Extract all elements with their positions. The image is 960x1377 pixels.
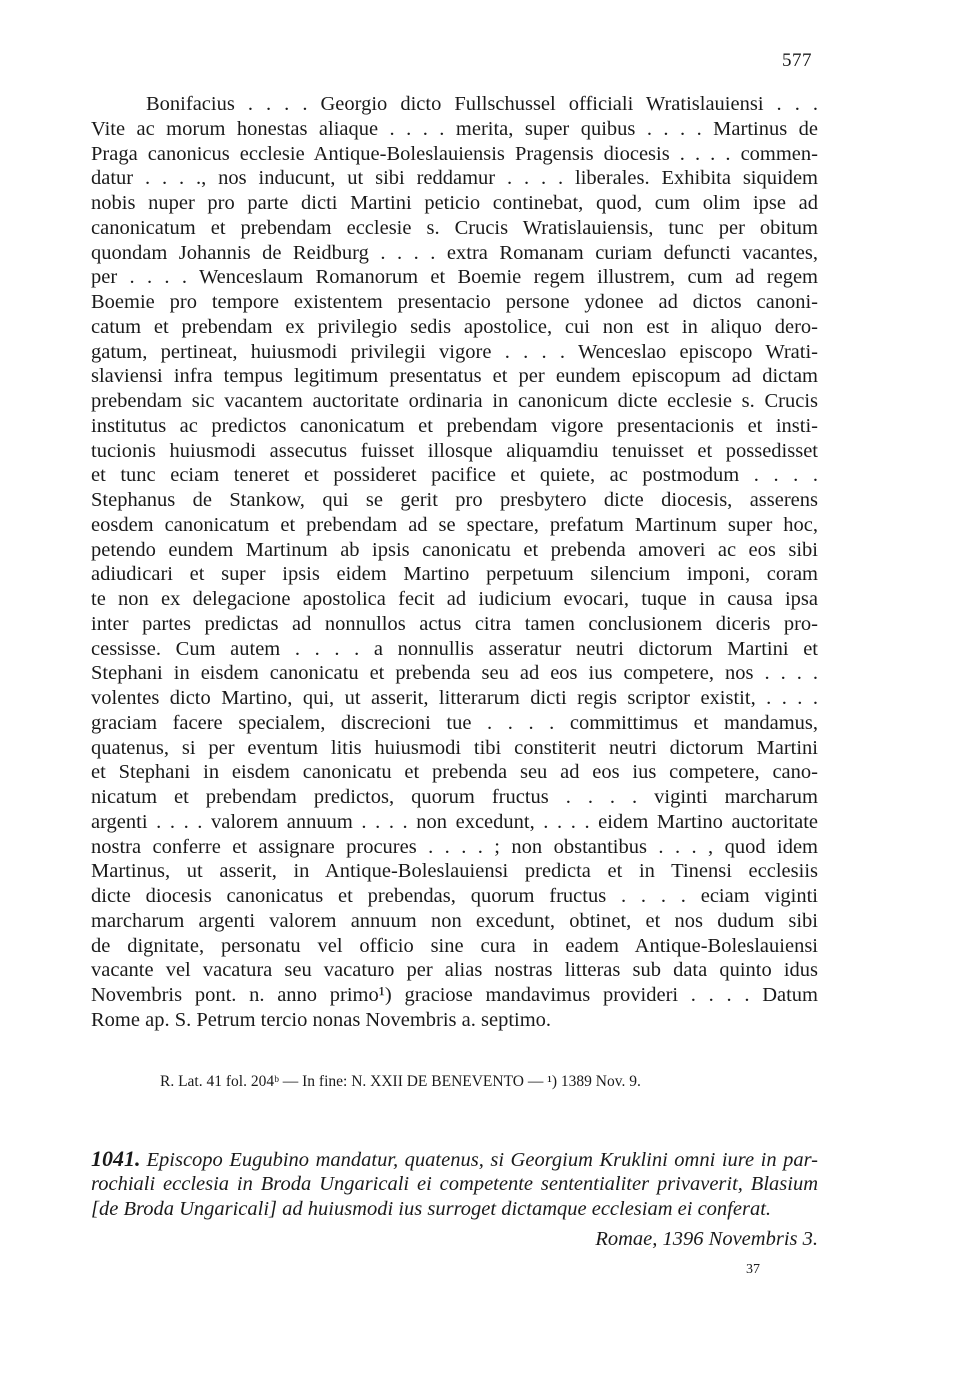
regest-date: Romae, 1396 Novembris 3.	[595, 1228, 818, 1250]
text-line: graciam facere specialem, discrecioni tue . . . . committimus et mandamus,	[91, 711, 818, 734]
text-line: volentes dicto Martino, qui, ut asserit, litterarum dicti regis scriptor existit, . . . .	[91, 687, 818, 709]
text-line: Novembris pont. n. anno primo¹) graciose mandavimus provideri . . . . Datum	[91, 984, 818, 1006]
regest-line	[91, 1146, 818, 1172]
text-line: gatum, pertineat, huiusmodi privilegii vigore . . . . Wenceslao episcopo Wrati-	[91, 340, 818, 363]
text-line: catum et prebendam ex privilegio sedis apostolice, cui non est in aliquo dero-	[91, 315, 818, 338]
regest-line	[91, 1172, 818, 1198]
text-line: marcharum argenti valorem annuum non excedunt, obtinet, et nos dudum sibi	[91, 909, 818, 932]
regest-text: rochiali ecclesia in Broda Ungaricali ei competente sententialiter privaverit, Blasium	[91, 1172, 818, 1195]
text-line: quatenus, si per eventum litis huiusmodi tibi constiterit neutri dictorum Martini	[91, 736, 818, 759]
regest-line	[91, 1197, 818, 1223]
text-line: vacante vel vacatura seu vacaturo per alias nostras litteras sub data quinto idus	[91, 959, 818, 982]
text-line: inter partes predictas ad nonnullos actus citra tamen conclusionem diceris pro-	[91, 612, 818, 635]
text-line: Stephani in eisdem canonicatu et prebenda seu ad eos ius competere, nos . . . .	[91, 662, 818, 685]
text-line: institutus ac predictos canonicatum et prebendam vigore presentacionis et insti-	[91, 414, 818, 437]
text-line: dicte diocesis canonicatus et prebendas, quorum fructus . . . . eciam viginti	[91, 885, 818, 907]
text-line: Stephanus de Stankow, qui se gerit pro presbytero dicte diocesis, asserens	[91, 489, 818, 511]
text-line: Rome ap. S. Petrum tercio nonas Novembris a. septimo.	[91, 1008, 552, 1031]
text-line: datur . . . ., nos inducunt, ut sibi reddamur . . . . liberales. Exhibita siquidem	[91, 167, 818, 190]
page-number: 577	[782, 50, 812, 71]
text-line: nicatum et prebendam predictos, quorum fructus . . . . viginti marcharum	[91, 786, 818, 808]
text-line: cessisse. Cum autem . . . . a nonnullis asseratur neutri dictorum Martini et	[91, 637, 818, 660]
text-line: et tunc eciam teneret et possideret pacifice et quiete, ac postmodum . . . .	[91, 464, 818, 487]
text-line: Vite ac morum honestas aliaque . . . . merita, super quibus . . . . Martinus de	[91, 117, 818, 140]
main-text	[91, 92, 818, 1033]
text-line: te non ex delegacione apostolica fecit ad iudicium evocari, tuque in causa ipsa	[91, 588, 818, 610]
text-line: tucionis huiusmodi assecutus fuisset illosque aliquamdiu tenuisset et possedisset	[91, 439, 818, 462]
regest	[91, 1146, 818, 1223]
regest-text: Episcopo Eugubino mandatur, quatenus, si Georgium Kruklini omni iure in par-	[146, 1149, 818, 1171]
text-line: canonicatum et prebendam ecclesie s. Crucis Wratislauiensis, tunc per obitum	[91, 216, 818, 239]
regest-text: [de Broda Ungaricali] ad huiusmodi ius surroget dictamque ecclesiam ei conferat.	[91, 1198, 772, 1220]
text-line: slaviensi infra tempus legitimum presentatus et per eundem episcopum ad dictam	[91, 365, 818, 388]
text-line: eosdem canonicatum et prebendam ad se spectare, prefatum Martinum super hoc,	[91, 513, 818, 536]
text-line: prebendam sic vacantem auctoritate ordinaria in canonicum dicte ecclesie s. Crucis	[91, 390, 818, 412]
text-line: petendo eundem Martinum ab ipsis canonicatu et prebenda amoveri ac eos sibi	[91, 538, 818, 561]
text-line: nobis nuper pro parte dicti Martini peticio continebat, quod, cum olim ipse ad	[91, 192, 818, 214]
text-line: quondam Johannis de Reidburg . . . . extra Romanam curiam defuncti vacantes,	[91, 241, 818, 264]
text-line: de dignitate, personatu vel officio sine cura in eadem Antique-Boleslauiensi	[91, 934, 818, 957]
text-line: argenti . . . . valorem annuum . . . . non excedunt, . . . . eidem Martino auctoritate	[91, 810, 818, 833]
regest-number: 1041.	[91, 1146, 141, 1171]
text-line: adiudicari et super ipsis eidem Martino perpetuum silencium imponi, coram	[91, 563, 818, 586]
text-line: Praga canonicus ecclesie Antique-Boleslauiensis Pragensis diocesis . . . . commen-	[91, 142, 818, 165]
text-line: Boemie pro tempore existentem presentacio persone ydonee ad dictos canoni-	[91, 291, 818, 313]
text-line: Bonifacius . . . . Georgio dicto Fullschussel officiali Wratislauiensi . . .	[146, 93, 818, 115]
text-line: nostra conferre et assignare procures . . . . ; non obstantibus . . . , quod idem	[91, 835, 818, 858]
signature-mark: 37	[746, 1262, 760, 1277]
source-note: R. Lat. 41 fol. 204ᵇ — In fine: N. XXII DE BENEVENTO — ¹) 1389 Nov. 9.	[160, 1073, 641, 1090]
text-line: per . . . . Wenceslaum Romanorum et Boemie regem illustrem, cum ad regem	[91, 266, 818, 289]
text-line: Martinus, ut asserit, in Antique-Boleslauiensi predicta et in Tinensi ecclesiis	[91, 860, 818, 883]
text-line: et Stephani in eisdem canonicatu et prebenda seu ad eos ius competere, cano-	[91, 761, 818, 784]
